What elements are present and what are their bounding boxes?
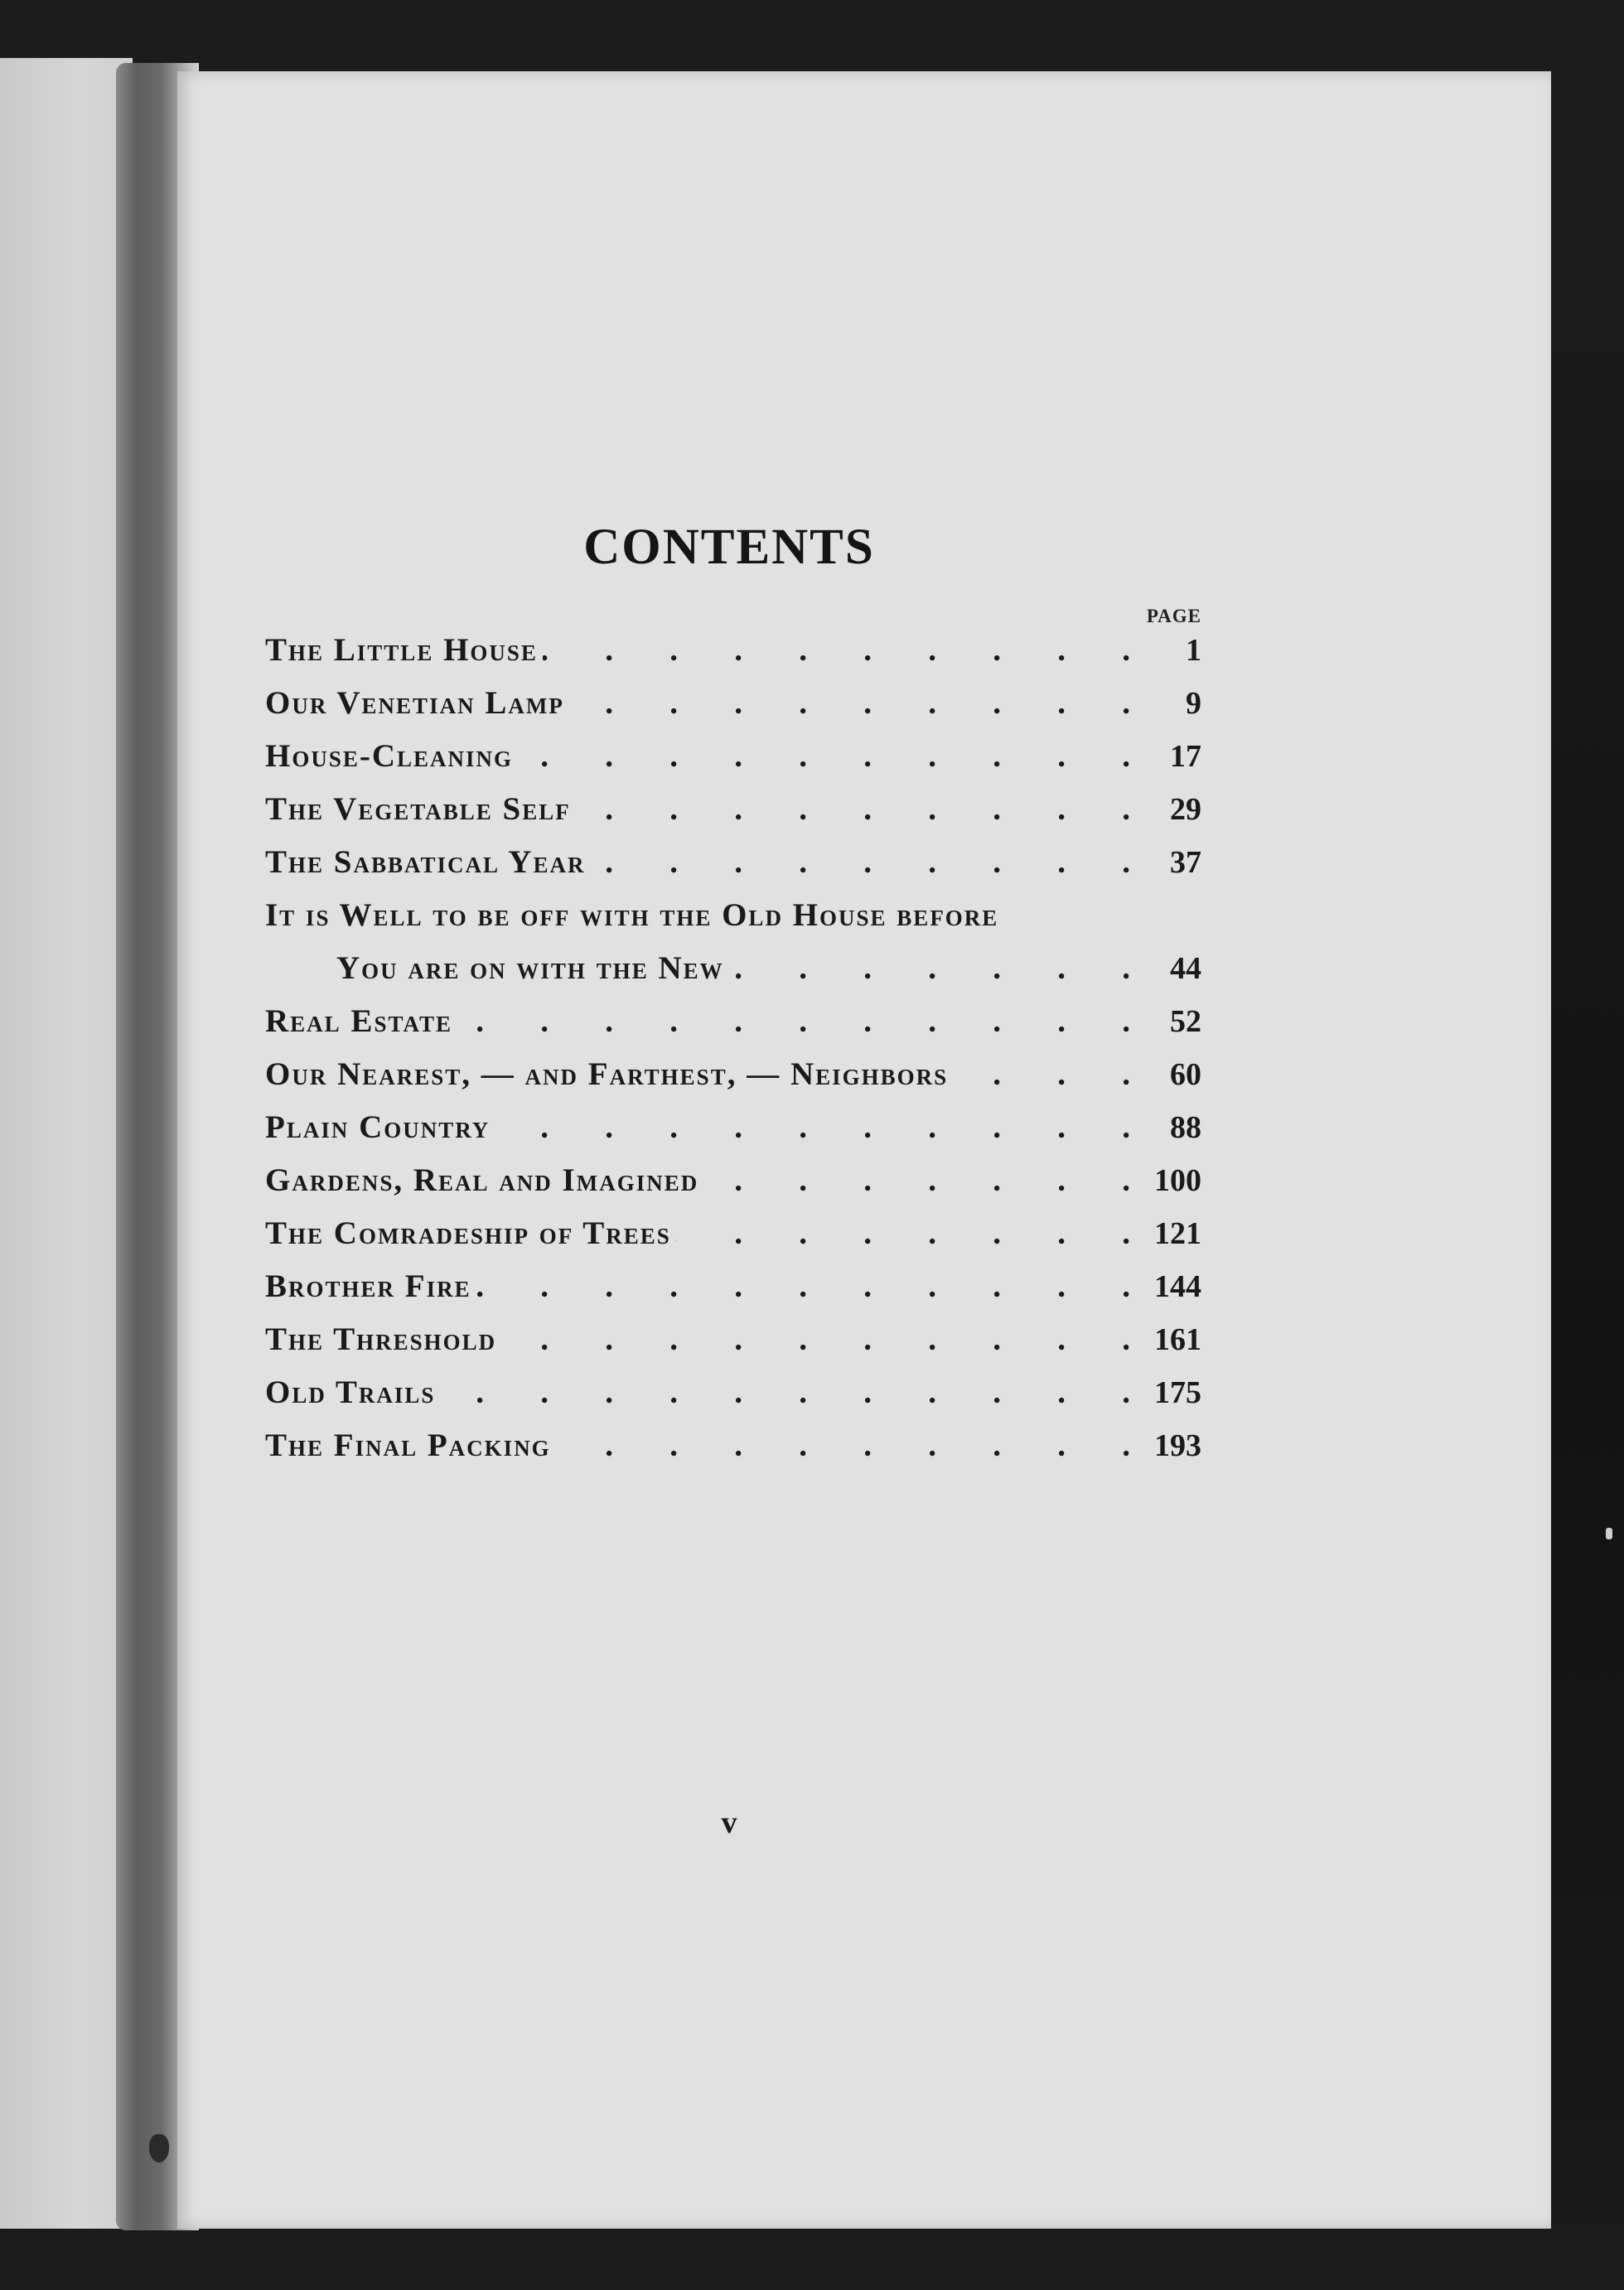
toc-entry[interactable]	[265, 1002, 1201, 1054]
toc-entry-multiline-continuation[interactable]	[336, 949, 1201, 1001]
toc-entry[interactable]	[265, 1215, 1201, 1266]
toc-entry[interactable]	[265, 843, 1201, 895]
toc-entry-page: 121	[1154, 1216, 1201, 1251]
dot-leader	[569, 684, 1130, 722]
toc-entry-title: Gardens, Real and Imagined	[265, 1162, 699, 1198]
dot-leader	[476, 1268, 1130, 1305]
dot-leader	[590, 843, 1130, 881]
toc-entry-title: The Vegetable Self	[265, 791, 571, 827]
toc-entry[interactable]	[265, 1374, 1201, 1425]
toc-entry[interactable]	[265, 631, 1201, 683]
toc-entry-title: House-Cleaning	[265, 738, 514, 774]
dot-leader	[440, 1374, 1130, 1411]
toc-entry-title: The Little House	[265, 632, 538, 668]
toc-entry-page: 9	[1186, 686, 1201, 721]
dot-leader	[543, 631, 1130, 669]
toc-entry-multiline-first[interactable]	[265, 896, 1201, 948]
toc-entry[interactable]	[265, 1056, 1201, 1107]
toc-entry-page: 52	[1170, 1004, 1201, 1039]
toc-entry[interactable]	[265, 790, 1201, 842]
toc-entry[interactable]	[265, 684, 1201, 736]
dot-leader	[457, 1002, 1130, 1040]
toc-entry-page: 88	[1170, 1110, 1201, 1145]
toc-entry-page: 17	[1170, 739, 1201, 774]
toc-entry-title: Plain Country	[265, 1109, 491, 1145]
toc-entry-page: 1	[1186, 633, 1201, 668]
dot-leader	[556, 1427, 1130, 1464]
toc-entry-page: 144	[1154, 1269, 1201, 1304]
toc-entry-title: The Sabbatical Year	[265, 844, 586, 880]
toc-entry-page: 44	[1170, 951, 1201, 986]
toc-entry-title: Our Nearest, — and Farthest, — Neighbors	[265, 1056, 949, 1092]
toc-entry-title: Brother Fire	[265, 1268, 471, 1304]
toc-entry-page: 175	[1154, 1375, 1201, 1410]
toc-entry-title: The Threshold	[265, 1321, 497, 1357]
toc-entry[interactable]	[265, 1321, 1201, 1372]
dot-leader	[495, 1109, 1130, 1146]
toc-entry-title: Old Trails	[265, 1374, 436, 1410]
toc-entry-title: You are on with the New	[336, 950, 724, 986]
toc-entry[interactable]	[265, 1162, 1201, 1213]
toc-entry-title: The Comradeship of Trees	[265, 1215, 671, 1251]
toc-entry-title: Real Estate	[265, 1003, 452, 1039]
dot-leader	[676, 1215, 1130, 1252]
dot-leader	[518, 737, 1130, 775]
toc-entry-page: 100	[1154, 1163, 1201, 1198]
dot-leader	[576, 790, 1130, 828]
page-column-label: PAGE	[1146, 606, 1201, 626]
toc-entry-page: 29	[1170, 792, 1201, 827]
dot-leader	[953, 1056, 1130, 1093]
page-folio-number: v	[721, 1805, 737, 1840]
toc-entry[interactable]	[265, 1268, 1201, 1319]
toc-entry-title: It is Well to be off with the Old House before	[265, 897, 999, 933]
toc-entry-page: 193	[1154, 1428, 1201, 1463]
toc-entry[interactable]	[265, 737, 1201, 789]
toc-entry[interactable]	[265, 1109, 1201, 1160]
contents-heading: CONTENTS	[583, 519, 875, 575]
toc-entry-page: 60	[1170, 1057, 1201, 1092]
dot-leader	[703, 1162, 1130, 1199]
toc-entry[interactable]	[265, 1427, 1201, 1478]
toc-entry-page: 161	[1154, 1322, 1201, 1357]
toc-entry-title: The Final Packing	[265, 1428, 551, 1463]
toc-entry-page: 37	[1170, 845, 1201, 880]
dot-leader	[729, 949, 1130, 987]
toc-entry-title: Our Venetian Lamp	[265, 685, 564, 721]
dot-leader	[501, 1321, 1130, 1358]
